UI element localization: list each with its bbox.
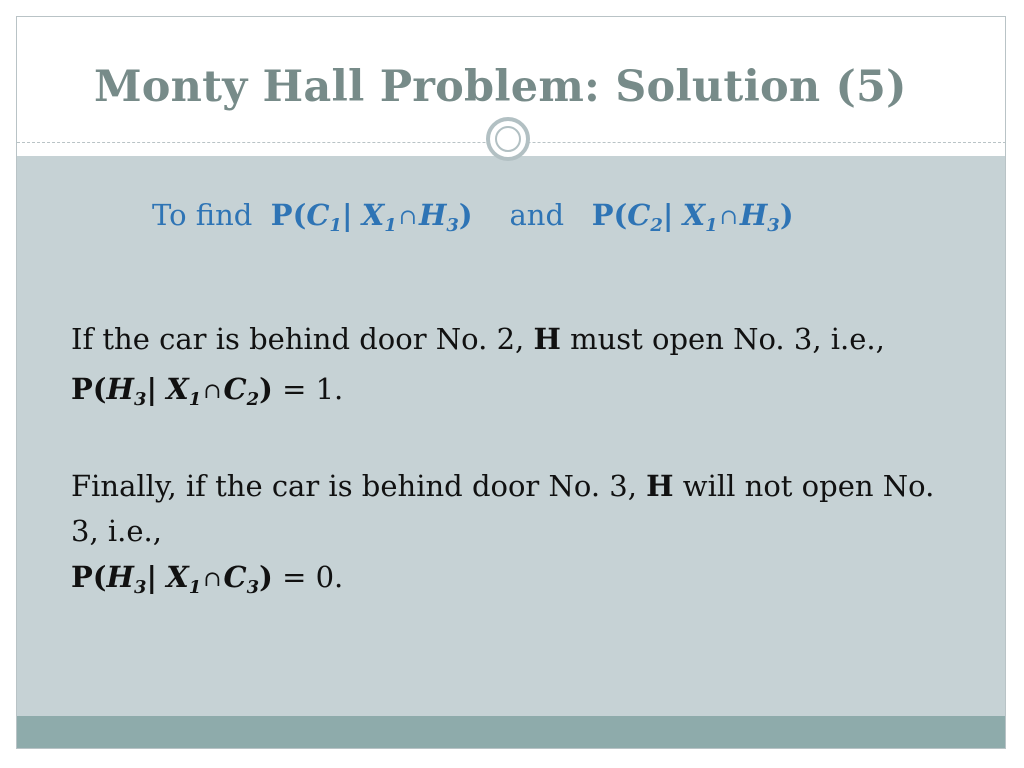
event-sub: 1 — [329, 215, 342, 237]
event-sub: 2 — [650, 215, 663, 237]
case3-text — [71, 469, 934, 503]
func: P( — [591, 198, 628, 232]
given-sub-2: 3 — [246, 577, 260, 599]
event-sub: 3 — [133, 577, 147, 599]
host-symbol: H — [533, 322, 561, 356]
close-paren: ) — [779, 198, 794, 232]
close-paren: ) — [458, 198, 473, 232]
given-bar: | — [662, 198, 674, 232]
intersection-symbol: ∩ — [719, 205, 738, 230]
func: P( — [71, 560, 107, 594]
given-bar: | — [146, 560, 158, 594]
case2-expression — [71, 372, 282, 411]
given-bar: | — [146, 372, 158, 406]
case3-text-cont — [71, 514, 162, 548]
given-var-1: X — [166, 372, 189, 406]
given-var-1: X — [682, 198, 706, 232]
intersection-symbol: ∩ — [398, 205, 417, 230]
given-sub-2: 2 — [246, 389, 260, 411]
given-var-1: X — [361, 198, 385, 232]
case3-text-a: Finally, if the car is behind door No. 3, — [71, 469, 637, 503]
footer-bar — [17, 716, 1005, 748]
event-sub: 3 — [133, 389, 147, 411]
given-sub-1: 1 — [188, 389, 202, 411]
event-var: C — [627, 198, 651, 232]
given-sub-1: 1 — [705, 215, 718, 237]
case3-equation — [71, 560, 344, 599]
event-var: C — [306, 198, 330, 232]
given-var-2: H — [418, 198, 447, 232]
case2-text-a: If the car is behind door No. 2, — [71, 322, 525, 356]
intro-expression-2 — [591, 198, 794, 237]
ring-ornament-icon — [486, 117, 530, 161]
given-var-2: C — [223, 372, 247, 406]
given-var-1: X — [166, 560, 189, 594]
intro-prefix: To find — [152, 198, 253, 232]
host-symbol: H — [646, 469, 674, 503]
given-sub-1: 1 — [384, 215, 397, 237]
close-paren: ) — [259, 560, 273, 594]
case2-result: = 1. — [282, 372, 344, 406]
ring-inner-icon — [495, 126, 521, 152]
given-bar: | — [341, 198, 353, 232]
intro-expression-1 — [270, 198, 482, 237]
intersection-symbol: ∩ — [203, 379, 222, 404]
func: P( — [270, 198, 307, 232]
case3-expression — [71, 560, 282, 599]
given-var-2: C — [223, 560, 247, 594]
func: P( — [71, 372, 107, 406]
slide-title: Monty Hall Problem: Solution (5) — [94, 62, 907, 112]
case2-text-b: must open No. 3, i.e., — [570, 322, 885, 356]
given-var-2: H — [739, 198, 768, 232]
intersection-symbol: ∩ — [203, 567, 222, 592]
case3-result: = 0. — [282, 560, 344, 594]
case3-text-b: will not open No. — [682, 469, 935, 503]
case2-text — [71, 322, 885, 356]
close-paren: ) — [259, 372, 273, 406]
given-sub-2: 3 — [767, 215, 780, 237]
given-sub-1: 1 — [188, 577, 202, 599]
intro-conjunction: and — [509, 198, 565, 232]
content-area — [17, 156, 1005, 716]
case3-text-c: 3, i.e., — [71, 514, 162, 548]
event-var: H — [106, 560, 134, 594]
given-sub-2: 3 — [446, 215, 459, 237]
event-var: H — [106, 372, 134, 406]
intro-line — [152, 198, 794, 237]
case2-equation — [71, 372, 344, 411]
